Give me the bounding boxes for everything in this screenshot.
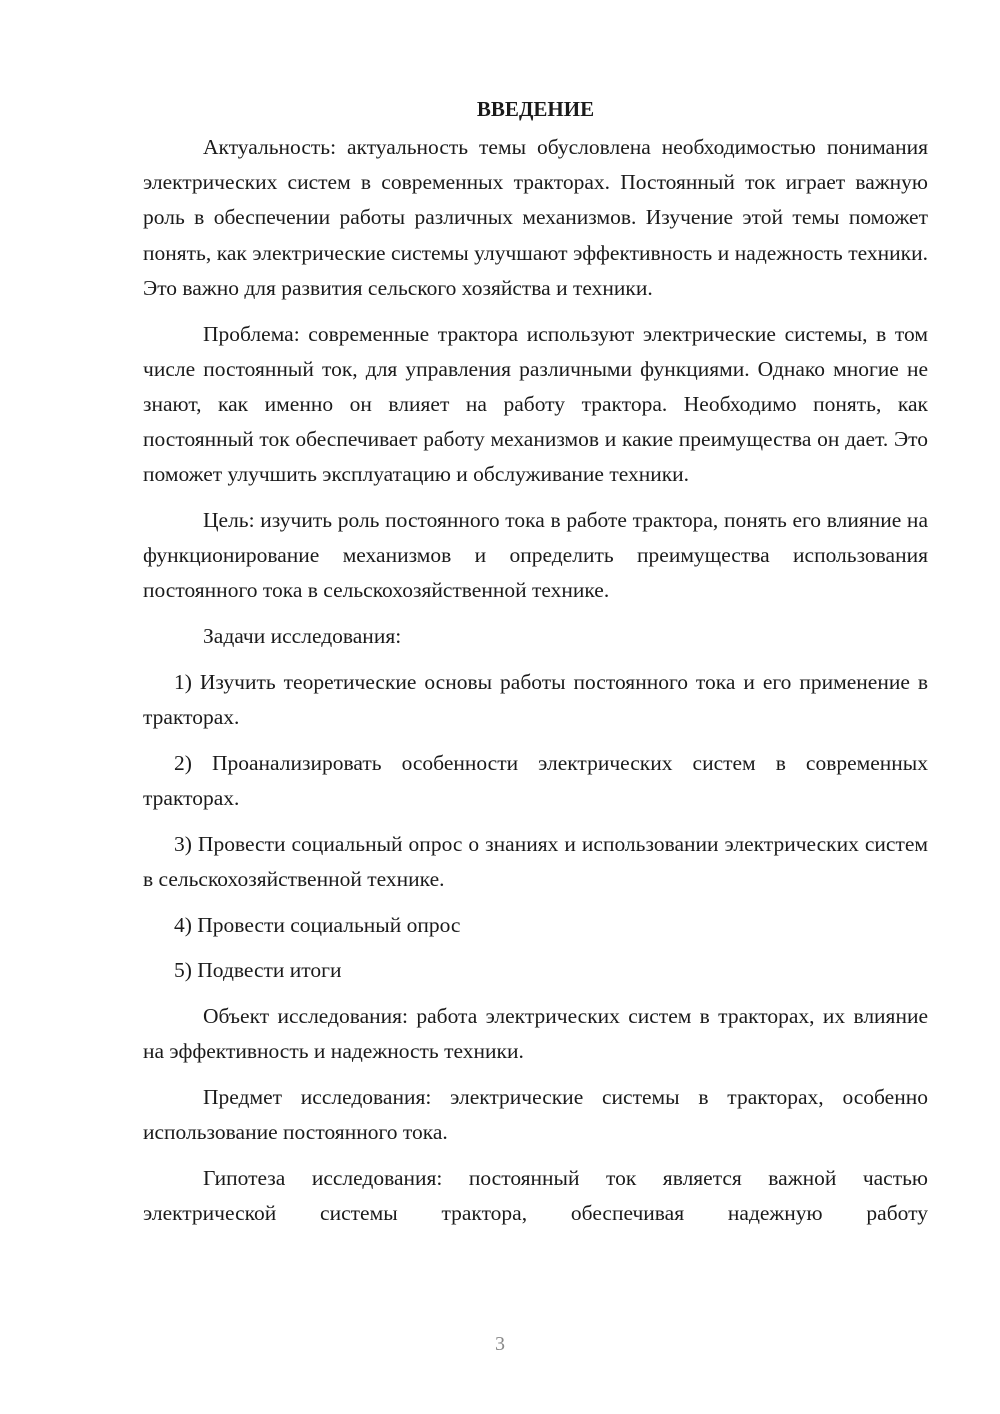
task-item: 2) Проанализировать особенности электрических систем в современных тракторах. bbox=[143, 750, 928, 810]
task-item: 1) Изучить теоретические основы работы постоянного тока и его применение в тракторах. bbox=[143, 669, 928, 730]
task-item: 5) Подвести итоги bbox=[174, 958, 342, 983]
task-item: 3) Провести социальный опрос о знаниях и использовании электрических систем в сельскохозяйственной технике. bbox=[143, 831, 928, 891]
task-item: 4) Провести социальный опрос bbox=[174, 912, 461, 937]
tasks-heading: Задачи исследования: bbox=[203, 624, 402, 649]
document-page bbox=[143, 92, 928, 1231]
object-paragraph: Объект исследования: работа электрических систем в тракторах, их влияние на эффективность и надежность техники. bbox=[143, 1003, 928, 1064]
subject-paragraph: Предмет исследования: электрические системы в тракторах, особенно использование постоянного тока. bbox=[143, 1084, 928, 1145]
hypothesis-paragraph: Гипотеза исследования: постоянный ток является важной частью электрической системы трактора, обеспечивая надежную работу bbox=[143, 1165, 928, 1225]
problem-paragraph: Проблема: современные трактора используют электрические системы, в том числе постоянный ток, для управления различными функциями. Однако многие не знают, как именно он влияет на работу трактора. Необходимо понять, как постоянный ток обеспечивает работу механизмов и какие преимущества он дает. Это поможет улучшить эксплуатацию и обслуживание техники. bbox=[143, 321, 928, 487]
page-number: 3 bbox=[495, 1333, 505, 1355]
relevance-paragraph: Актуальность: актуальность темы обусловлена необходимостью понимания электрических систем в современных тракторах. Постоянный ток играет важную роль в обеспечении работы различных механизмов. Изучение этой темы поможет понять, как электрические системы улучшают эффективность и надежность техники. Это важно для развития сельского хозяйства и техники. bbox=[143, 135, 928, 300]
goal-paragraph: Цель: изучить роль постоянного тока в работе трактора, понять его влияние на функционирование механизмов и определить преимущества использования постоянного тока в сельскохозяйственной технике. bbox=[143, 508, 928, 603]
section-title: ВВЕДЕНИЕ bbox=[476, 97, 595, 121]
